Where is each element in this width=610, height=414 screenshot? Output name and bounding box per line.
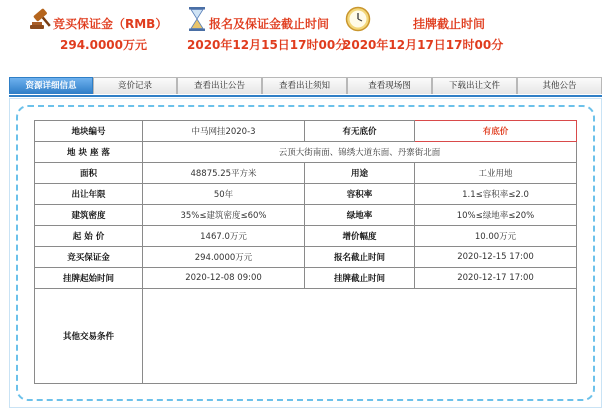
term-value: 50年 [143, 184, 305, 205]
table-row [35, 184, 577, 205]
floor-area-ratio-label: 容积率 [305, 184, 415, 205]
table-row [35, 226, 577, 247]
tab-resource-details[interactable]: 资源详细信息 [9, 77, 93, 94]
reserve-price-label: 有无底价 [305, 121, 415, 142]
location-value: 云顶大街南面、锦绣大道东面、丹寨街北面 [143, 142, 577, 163]
auction-summary [0, 0, 610, 72]
term-label: 出让年限 [35, 184, 143, 205]
increment-value: 10.00万元 [415, 226, 577, 247]
area-value: 48875.25平方米 [143, 163, 305, 184]
start-price-value: 1467.0万元 [143, 226, 305, 247]
listing-deadline-value: 2020年12月17日17时00分 [343, 38, 504, 52]
tab-transfer-announcement[interactable]: 查看出让公告 [177, 77, 262, 94]
signup-end-value: 2020-12-15 17:00 [415, 247, 577, 268]
tab-other-announcements[interactable]: 其他公告 [517, 77, 602, 94]
auction-gavel-icon [28, 6, 52, 36]
reserve-price-value: 有底价 [415, 121, 577, 142]
parcel-no-value: 中马网挂2020-3 [143, 121, 305, 142]
table-row [35, 268, 577, 289]
other-conditions-label: 其他交易条件 [35, 289, 143, 384]
use-value: 工业用地 [415, 163, 577, 184]
listing-start-label: 挂牌起始时间 [35, 268, 143, 289]
table-row [35, 247, 577, 268]
area-label: 面积 [35, 163, 143, 184]
clock-icon [345, 6, 371, 36]
floor-area-ratio-value: 1.1≤容积率≤2.0 [415, 184, 577, 205]
table-row [35, 205, 577, 226]
building-density-label: 建筑密度 [35, 205, 143, 226]
table-row [35, 142, 577, 163]
signup-deadline-label: 报名及保证金截止时间 [209, 17, 330, 31]
deposit-label: 竞买保证金（RMB） [53, 17, 168, 31]
listing-start-value: 2020-12-08 09:00 [143, 268, 305, 289]
hourglass-icon [187, 6, 207, 36]
table-row [35, 121, 577, 142]
signup-deadline-value: 2020年12月15日17时00分 [187, 38, 348, 52]
green-rate-value: 10%≤绿地率≤20% [415, 205, 577, 226]
deposit-value: 294.0000万元 [60, 38, 148, 52]
listing-deadline-label: 挂牌截止时间 [413, 17, 486, 31]
other-conditions-value [143, 289, 577, 384]
parcel-no-label: 地块编号 [35, 121, 143, 142]
resource-details-table [34, 120, 577, 384]
listing-end-value: 2020-12-17 17:00 [415, 268, 577, 289]
deposit-row-value: 294.0000万元 [143, 247, 305, 268]
tab-bid-records[interactable]: 竞价记录 [93, 77, 177, 94]
tab-download-files[interactable]: 下载出让文件 [432, 77, 517, 94]
tab-transfer-notice[interactable]: 查看出让须知 [262, 77, 347, 94]
tab-bar [9, 77, 602, 97]
location-label: 地 块 座 落 [35, 142, 143, 163]
signup-end-label: 报名截止时间 [305, 247, 415, 268]
use-label: 用途 [305, 163, 415, 184]
increment-label: 增价幅度 [305, 226, 415, 247]
tab-site-map[interactable]: 查看现场图 [347, 77, 432, 94]
table-row [35, 289, 577, 384]
listing-end-label: 挂牌截止时间 [305, 268, 415, 289]
start-price-label: 起 始 价 [35, 226, 143, 247]
building-density-value: 35%≤建筑密度≤60% [143, 205, 305, 226]
green-rate-label: 绿地率 [305, 205, 415, 226]
table-row [35, 163, 577, 184]
deposit-row-label: 竞买保证金 [35, 247, 143, 268]
